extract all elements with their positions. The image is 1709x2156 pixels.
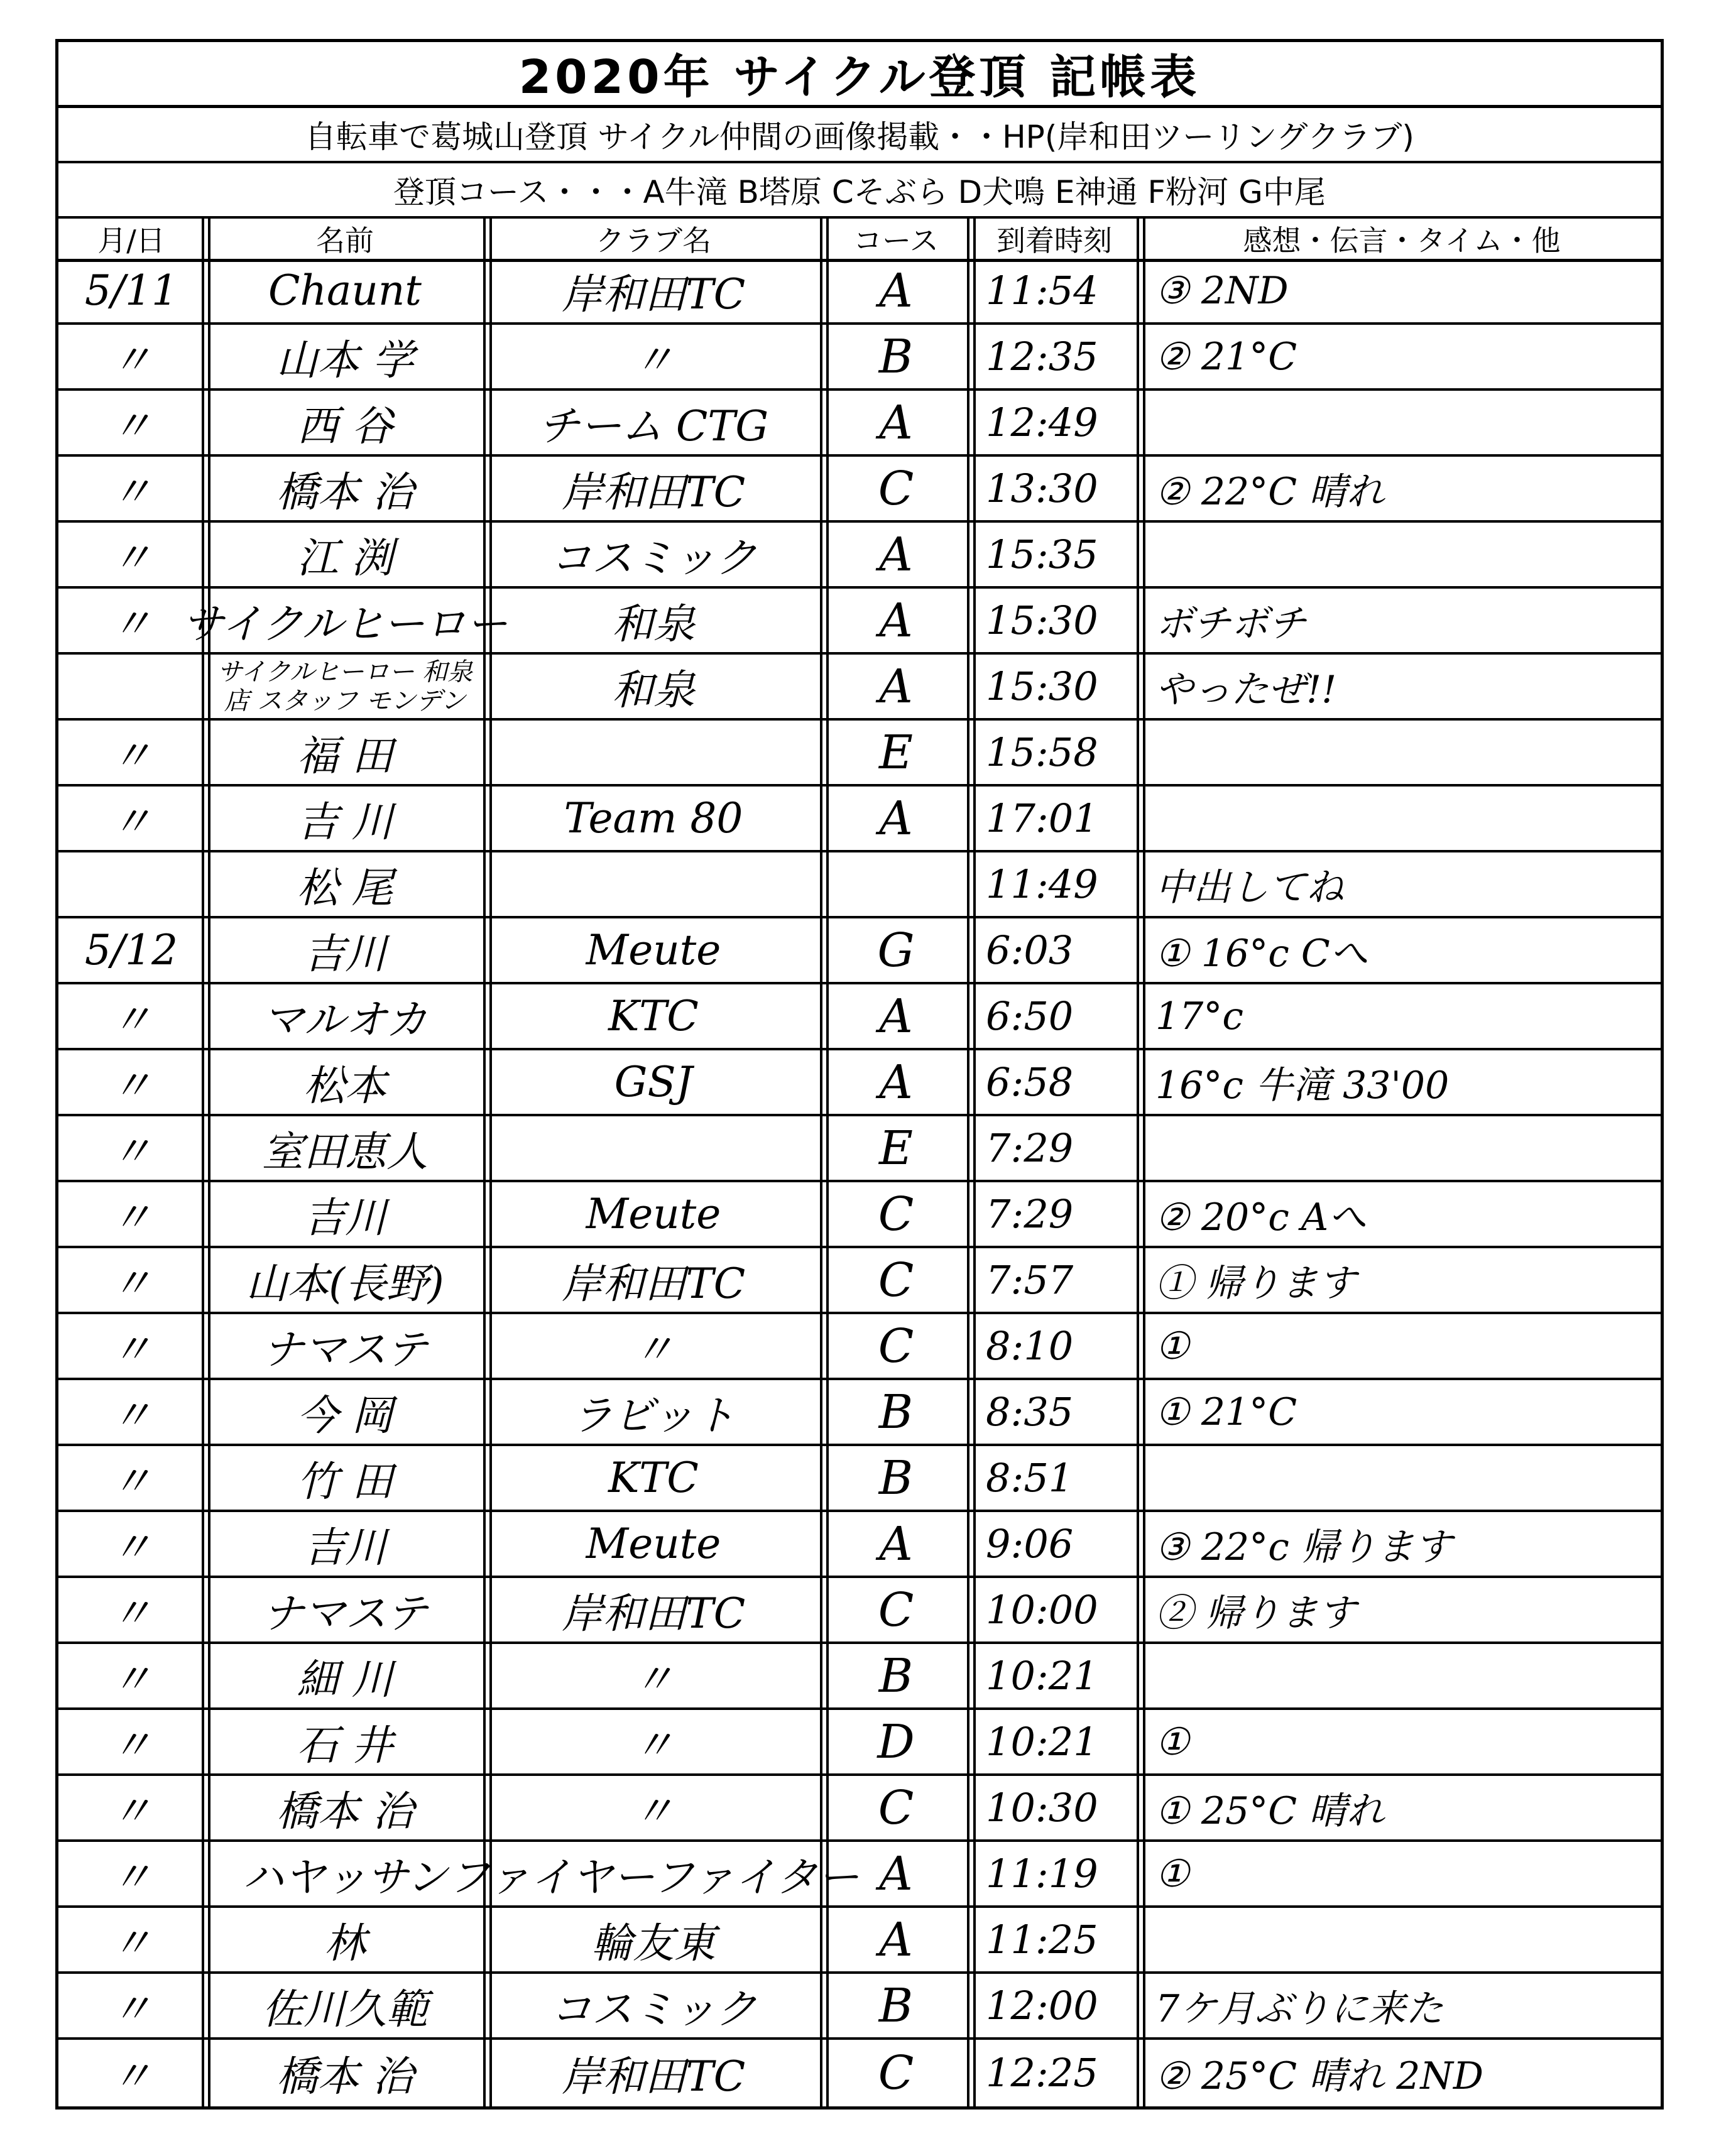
cell-course: C <box>878 461 914 516</box>
table-row <box>58 1248 1661 1314</box>
cell-time: 12:25 <box>986 2050 1098 2096</box>
cell-date: 〃 <box>111 534 152 582</box>
table-row <box>58 1446 1661 1512</box>
table-row <box>58 589 1661 655</box>
cell-note: ① <box>1155 1851 1189 1896</box>
table-row <box>58 2040 1661 2106</box>
cell-club: 〃 <box>633 1655 674 1704</box>
cell-note: ① 帰ります <box>1155 1261 1357 1305</box>
cell-time: 11:25 <box>986 1917 1098 1963</box>
cell-time: 11:49 <box>986 861 1098 907</box>
cell-course: C <box>878 1319 914 1373</box>
cell-date: 〃 <box>111 1062 152 1110</box>
cell-name: 竹 田 <box>297 1457 393 1506</box>
cell-club: ラビット <box>571 1391 736 1440</box>
cell-name: 福 田 <box>297 732 393 780</box>
cell-name: 吉川 <box>303 1194 386 1242</box>
cell-time: 6:58 <box>986 1059 1074 1105</box>
cell-club: 和泉 <box>612 666 695 714</box>
header-note: 感想・伝言・タイム・他 <box>1243 224 1561 258</box>
cell-date <box>58 655 204 718</box>
cell-name: Chaunt <box>268 266 422 315</box>
cell-note <box>1143 1644 1661 1707</box>
cell-note: ボチボチ <box>1155 601 1306 646</box>
cell-date: 〃 <box>111 1655 152 1704</box>
cell-note: やったぜ!! <box>1155 667 1337 712</box>
cell-time: 12:00 <box>986 1983 1098 2028</box>
cell-club: 〃 <box>633 1326 674 1374</box>
cell-date: 〃 <box>111 1326 152 1374</box>
cell-time: 12:49 <box>986 400 1098 445</box>
header-club: クラブ名 <box>596 224 711 258</box>
cell-course: A <box>879 1516 913 1571</box>
cell-club: Meute <box>586 1520 721 1568</box>
cell-note: ② 帰ります <box>1155 1591 1357 1635</box>
cell-club: 岸和田TC <box>561 2052 746 2101</box>
cell-name: 佐川久範 <box>262 1985 428 2034</box>
cell-time: 8:51 <box>986 1455 1074 1501</box>
cell-note: ③ 22°c 帰ります <box>1155 1525 1452 1569</box>
cell-date <box>58 852 204 916</box>
header-name: 名前 <box>316 224 374 258</box>
cell-club: Meute <box>586 926 721 974</box>
cell-time: 6:50 <box>986 993 1074 1039</box>
cell-date: 〃 <box>111 1523 152 1572</box>
cell-date: 〃 <box>111 732 152 780</box>
cell-time: 7:29 <box>986 1191 1074 1237</box>
cell-club: 岸和田TC <box>561 468 746 516</box>
cell-note: ② 25°C 晴れ 2ND <box>1155 2054 1484 2098</box>
cell-date: 〃 <box>111 1128 152 1176</box>
cell-club: コスミック <box>550 534 757 582</box>
cell-date: 5/11 <box>84 266 178 315</box>
cell-course: B <box>878 1978 914 2033</box>
cell-time: 15:35 <box>986 531 1098 577</box>
table-row <box>58 852 1661 918</box>
cell-club: 〃 <box>633 1787 674 1836</box>
cell-date: 〃 <box>111 1721 152 1770</box>
cell-course: D <box>877 1714 915 1769</box>
cell-course <box>826 852 966 916</box>
cell-note: ③ 2ND <box>1155 268 1289 313</box>
cell-time: 10:30 <box>986 1785 1098 1831</box>
cell-name: 室田恵人 <box>262 1128 428 1176</box>
cell-date: 〃 <box>111 1391 152 1440</box>
cell-name: サイクルヒーロー 和泉店 スタッフ モンデン <box>217 657 473 716</box>
cell-date: 〃 <box>111 1853 152 1902</box>
cell-club: コスミック <box>550 1985 757 2034</box>
cell-club: 〃 <box>633 1721 674 1770</box>
cell-date: 〃 <box>111 1985 152 2034</box>
cell-course: B <box>878 1648 914 1703</box>
cell-course: E <box>878 725 914 780</box>
cell-date: 〃 <box>111 798 152 846</box>
cell-note: 17°c <box>1155 994 1243 1038</box>
cell-club: 岸和田TC <box>561 1589 746 1638</box>
cell-name: ナマステ <box>262 1326 428 1374</box>
cell-name: 吉川 <box>303 930 386 978</box>
cell-course: A <box>879 791 913 846</box>
cell-date: 〃 <box>111 1919 152 1968</box>
cell-note <box>1143 787 1661 850</box>
table-row <box>58 1776 1661 1842</box>
cell-time: 17:01 <box>986 795 1098 841</box>
cell-course: A <box>879 659 913 714</box>
table-row <box>58 1050 1661 1116</box>
cell-time: 13:30 <box>986 466 1098 511</box>
header-time: 到着時刻 <box>996 224 1112 258</box>
subtitle-website: 自転車で葛城山登頂 サイクル仲間の画像掲載・・HP(岸和田ツーリングクラブ) <box>58 108 1661 163</box>
cell-course: B <box>878 329 914 384</box>
cell-date: 〃 <box>111 1457 152 1506</box>
table-row <box>58 1116 1661 1182</box>
cell-note: ① <box>1155 1324 1189 1368</box>
cell-note: ② 22°C 晴れ <box>1155 469 1385 514</box>
cell-date: 〃 <box>111 996 152 1044</box>
cell-name: 西 谷 <box>297 402 393 450</box>
cell-club: KTC <box>608 1454 699 1502</box>
table-row <box>58 325 1661 391</box>
table-row <box>58 1512 1661 1578</box>
cell-club <box>489 852 817 916</box>
cell-name: 橋本 治 <box>276 1787 414 1836</box>
cell-name: 山本(長野) <box>246 1260 444 1308</box>
cell-date: 〃 <box>111 2052 152 2101</box>
cell-name: 林 <box>324 1919 366 1968</box>
table-row <box>58 1710 1661 1776</box>
cell-time: 15:30 <box>986 663 1098 709</box>
cell-course: A <box>879 989 913 1043</box>
table-row <box>58 655 1661 721</box>
table-row <box>58 1380 1661 1446</box>
cell-course: C <box>878 1253 914 1307</box>
cell-date: 〃 <box>111 1194 152 1242</box>
cell-club: ファイヤーファイター <box>447 1853 860 1902</box>
cell-time: 10:00 <box>986 1587 1098 1633</box>
cell-name: 今 岡 <box>297 1391 393 1440</box>
cell-club <box>489 721 817 784</box>
header-date: 月/日 <box>97 224 165 258</box>
page-title: 2020年 サイクル登頂 記帳表 <box>58 42 1661 108</box>
cell-date: 〃 <box>111 468 152 516</box>
cell-course: A <box>879 1912 913 1967</box>
cell-club: GSJ <box>614 1058 693 1106</box>
cell-course: C <box>878 1582 914 1637</box>
cell-note <box>1143 721 1661 784</box>
table-header <box>58 219 1661 262</box>
cell-course: A <box>879 1055 913 1109</box>
cell-name: 吉川 <box>303 1523 386 1572</box>
cell-name: 細 川 <box>297 1655 393 1704</box>
log-rows <box>58 259 1661 2106</box>
cell-name: ナマステ <box>262 1589 428 1638</box>
cell-date: 〃 <box>111 336 152 384</box>
cell-course: G <box>877 923 915 977</box>
cell-name: ハヤッサン <box>242 1853 448 1902</box>
cell-note: ① 21°C <box>1155 1390 1297 1434</box>
cell-note: ① 25°C 晴れ <box>1155 1788 1385 1833</box>
cell-note: ① <box>1155 1719 1189 1764</box>
table-row <box>58 391 1661 457</box>
cell-name: マルオカ <box>262 996 428 1044</box>
cell-name: 石 井 <box>297 1721 393 1770</box>
table-row <box>58 721 1661 787</box>
cell-name: サイクルヒーロー <box>182 600 508 648</box>
table-row <box>58 1908 1661 1974</box>
cell-name: 橋本 治 <box>276 468 414 516</box>
cell-course: C <box>878 1780 914 1835</box>
cell-course: C <box>878 2045 914 2100</box>
cell-date: 〃 <box>111 402 152 450</box>
cell-club: Team 80 <box>564 794 743 842</box>
cell-time: 15:58 <box>986 729 1098 775</box>
cell-note <box>1143 523 1661 586</box>
table-row <box>58 523 1661 589</box>
cell-time: 7:57 <box>986 1257 1074 1303</box>
table-row <box>58 984 1661 1050</box>
table-row <box>58 1314 1661 1380</box>
cell-date: 〃 <box>111 1589 152 1638</box>
cell-date: 〃 <box>111 1787 152 1836</box>
cell-name: 吉 川 <box>297 798 393 846</box>
cell-time: 7:29 <box>986 1125 1074 1171</box>
cell-date: 〃 <box>111 1260 152 1308</box>
cell-name: 橋本 治 <box>276 2052 414 2101</box>
cell-time: 10:21 <box>986 1719 1098 1765</box>
cell-club: 〃 <box>633 336 674 384</box>
log-sheet <box>55 39 1664 2110</box>
cell-note: ② 20°c Aへ <box>1155 1195 1367 1239</box>
table-row <box>58 787 1661 852</box>
cell-club: チーム CTG <box>538 402 769 450</box>
cell-name: 山本 学 <box>276 336 414 384</box>
cell-time: 9:06 <box>986 1521 1074 1567</box>
cell-name: 松本 <box>303 1062 386 1110</box>
cell-note: ② 21°C <box>1155 334 1297 379</box>
table-row <box>58 918 1661 984</box>
cell-note <box>1143 391 1661 454</box>
cell-note <box>1143 1116 1661 1180</box>
cell-note: ① 16°c Cへ <box>1155 931 1368 976</box>
cell-club: 岸和田TC <box>561 1260 746 1308</box>
cell-time: 8:10 <box>986 1323 1074 1369</box>
cell-note <box>1143 1446 1661 1510</box>
cell-course: B <box>878 1385 914 1439</box>
cell-club: Meute <box>586 1190 721 1238</box>
cell-club <box>489 1116 817 1180</box>
cell-course: B <box>878 1451 914 1505</box>
cell-club: 和泉 <box>612 600 695 648</box>
table-row <box>58 1182 1661 1248</box>
cell-course: A <box>879 593 913 648</box>
table-row <box>58 1644 1661 1710</box>
cell-time: 8:35 <box>986 1389 1074 1435</box>
cell-time: 11:19 <box>986 1851 1098 1897</box>
cell-course: A <box>879 395 913 450</box>
cell-name: 松 尾 <box>297 864 393 912</box>
table-row <box>58 1842 1661 1908</box>
cell-course: A <box>879 527 913 582</box>
header-course: コース <box>853 224 939 258</box>
cell-course: A <box>879 263 913 318</box>
cell-date: 5/12 <box>84 926 178 974</box>
cell-note <box>1143 1908 1661 1971</box>
cell-name: 江 渕 <box>297 534 393 582</box>
table-row <box>58 259 1661 325</box>
table-row <box>58 1578 1661 1644</box>
subtitle-courses: 登頂コース・・・A牛滝 B塔原 Cそぶら D犬鳴 E神通 F粉河 G中尾 <box>58 163 1661 219</box>
cell-time: 11:54 <box>986 268 1098 313</box>
cell-time: 6:03 <box>986 927 1074 973</box>
cell-date: 〃 <box>111 600 152 648</box>
cell-note: 16°c 牛滝 33'00 <box>1155 1063 1450 1108</box>
cell-club: 輪友東 <box>591 1919 716 1968</box>
cell-time: 12:35 <box>986 334 1098 379</box>
cell-club: 岸和田TC <box>561 270 746 318</box>
cell-club: KTC <box>608 992 699 1040</box>
cell-time: 15:30 <box>986 597 1098 643</box>
cell-time: 10:21 <box>986 1653 1098 1699</box>
cell-course: A <box>879 1846 913 1901</box>
cell-note: 中出してね <box>1155 865 1344 910</box>
cell-course: C <box>878 1187 914 1241</box>
table-row <box>58 1974 1661 2040</box>
cell-note: 7ケ月ぶりに来た <box>1155 1986 1444 2031</box>
cell-course: E <box>878 1121 914 1175</box>
table-row <box>58 457 1661 523</box>
